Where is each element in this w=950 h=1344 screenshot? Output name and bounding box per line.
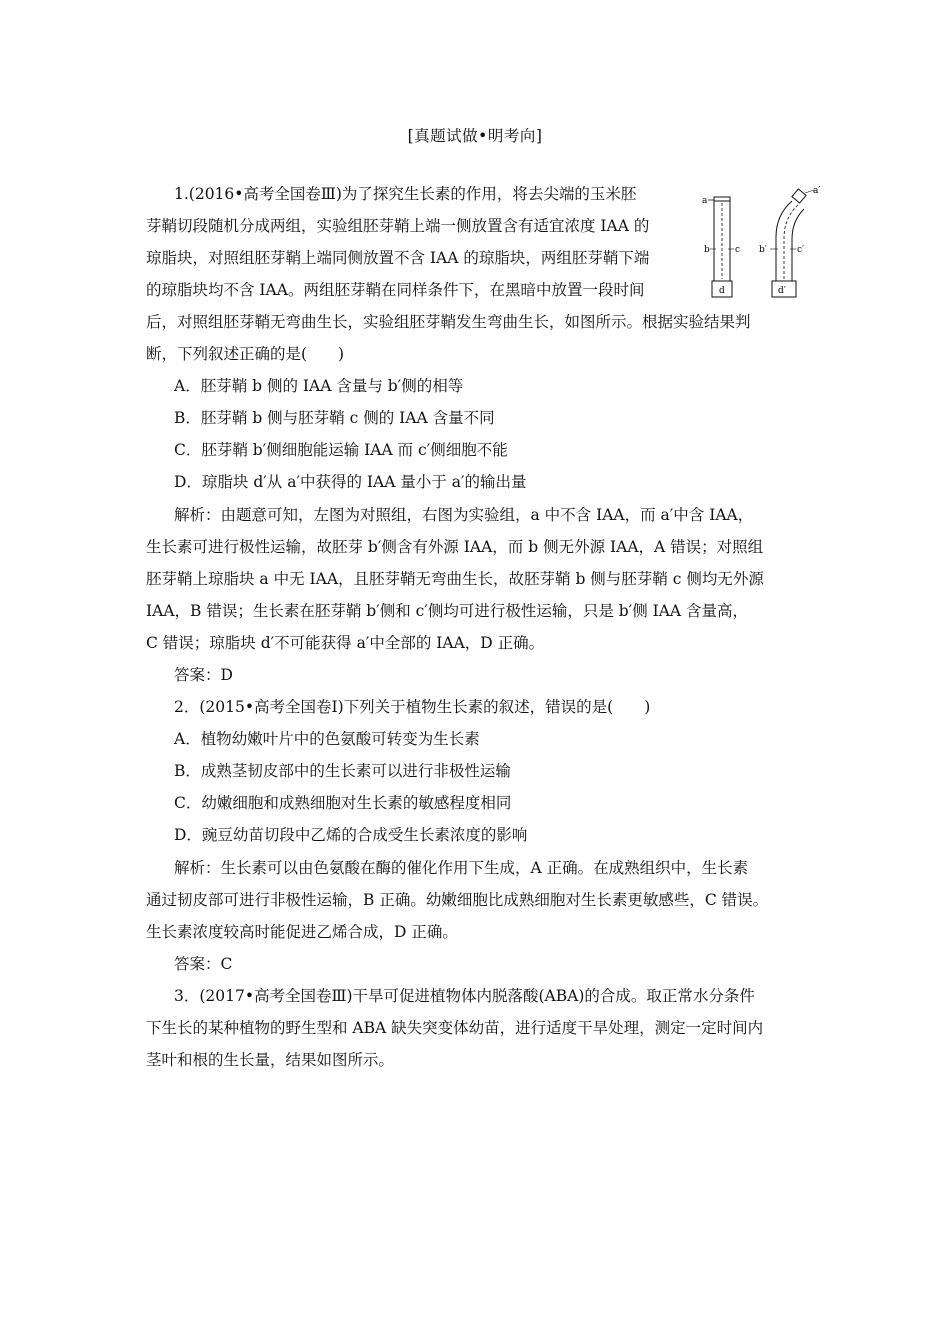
- q2-answer: 答案：C: [174, 955, 233, 973]
- q1-analysis-4: IAA，B 错误；生长素在胚芽鞘 b′侧和 c′侧均可进行极性运输，只是 b′侧 IAA 含量高，: [146, 602, 749, 620]
- label-b: b: [704, 245, 710, 255]
- q1-line-3: 琼脂块，对照组胚芽鞘上端同侧放置不含 IAA 的琼脂块，两组胚芽鞘下端: [146, 249, 650, 267]
- q1-line-4: 的琼脂块均不含 IAA。两组胚芽鞘在同样条件下，在黑暗中放置一段时间: [146, 281, 645, 299]
- q1-option-a: A．胚芽鞘 b 侧的 IAA 含量与 b′侧的相等: [174, 377, 464, 395]
- q1-analysis-2: 生长素可进行极性运输，故胚芽 b′侧含有外源 IAA，而 b 侧无外源 IAA，A 错误；对照组: [146, 538, 764, 556]
- label-b-prime: b′: [759, 245, 767, 255]
- q1-option-d: D．琼脂块 d′从 a′中获得的 IAA 量小于 a′的输出量: [174, 473, 527, 491]
- q1-line-2: 芽鞘切段随机分成两组，实验组胚芽鞘上端一侧放置含有适宜浓度 IAA 的: [146, 217, 650, 235]
- label-c-prime: c′: [797, 245, 805, 255]
- q1-analysis-5: C 错误；琼脂块 d′不可能获得 a′中全部的 IAA，D 正确。: [146, 634, 545, 652]
- q2-analysis-2: 通过韧皮部可进行非极性运输，B 正确。幼嫩细胞比成熟细胞对生长素更敏感些，C 错误。: [146, 891, 769, 909]
- q2-option-d: D．豌豆幼苗切段中乙烯的合成受生长素浓度的影响: [174, 826, 528, 844]
- experimental-coleoptile: [759, 186, 820, 297]
- q1-option-b: B．胚芽鞘 b 侧与胚芽鞘 c 侧的 IAA 含量不同: [174, 409, 495, 427]
- q3-line-1: 3．(2017•高考全国卷Ⅲ)干旱可促进植物体内脱落酸(ABA)的合成。取正常水分条件: [174, 987, 755, 1005]
- q1-option-c: C．胚芽鞘 b′侧细胞能运输 IAA 而 c′侧细胞不能: [174, 441, 508, 459]
- q1-analysis-3: 胚芽鞘上琼脂块 a 中无 IAA，且胚芽鞘无弯曲生长，故胚芽鞘 b 侧与胚芽鞘 c 侧均无外源: [146, 570, 764, 588]
- label-c: c: [735, 245, 741, 255]
- q2-stem: 2．(2015•高考全国卷Ⅰ)下列关于植物生长素的叙述，错误的是( ): [174, 698, 651, 716]
- q3-line-3: 茎叶和根的生长量，结果如图所示。: [146, 1051, 395, 1069]
- section-title: [真题试做•明考向]: [407, 127, 543, 145]
- label-d-prime: d′: [778, 286, 786, 296]
- label-d: d: [719, 286, 725, 296]
- q2-analysis-1: 解析：生长素可以由色氨酸在酶的催化作用下生成，A 正确。在成熟组织中，生长素: [174, 859, 749, 877]
- q2-analysis-3: 生长素浓度较高时能促进乙烯合成，D 正确。: [146, 923, 458, 941]
- control-coleoptile: [702, 196, 740, 297]
- q1-line-1: 1.(2016•高考全国卷Ⅲ)为了探究生长素的作用，将去尖端的玉米胚: [174, 185, 637, 203]
- coleoptile-experiment-figure: [702, 185, 824, 305]
- q3-line-2: 下生长的某种植物的野生型和 ABA 缺失突变体幼苗，进行适度干旱处理，测定一定时间内: [146, 1019, 764, 1037]
- label-a: a: [702, 196, 708, 206]
- label-a-prime: a′: [813, 186, 821, 196]
- q2-option-b: B．成熟茎韧皮部中的生长素可以进行非极性运输: [174, 762, 511, 780]
- q2-option-a: A．植物幼嫩叶片中的色氨酸可转变为生长素: [174, 730, 480, 748]
- q2-option-c: C．幼嫩细胞和成熟细胞对生长素的敏感程度相同: [174, 794, 512, 812]
- q1-line-6: 断，下列叙述正确的是( ): [146, 345, 345, 363]
- q1-line-5: 后，对照组胚芽鞘无弯曲生长，实验组胚芽鞘发生弯曲生长，如图所示。根据实验结果判: [146, 313, 751, 331]
- q1-analysis-1: 解析：由题意可知，左图为对照组，右图为实验组，a 中不含 IAA，而 a′中含 IAA，: [174, 506, 754, 524]
- q1-answer: 答案：D: [174, 666, 233, 684]
